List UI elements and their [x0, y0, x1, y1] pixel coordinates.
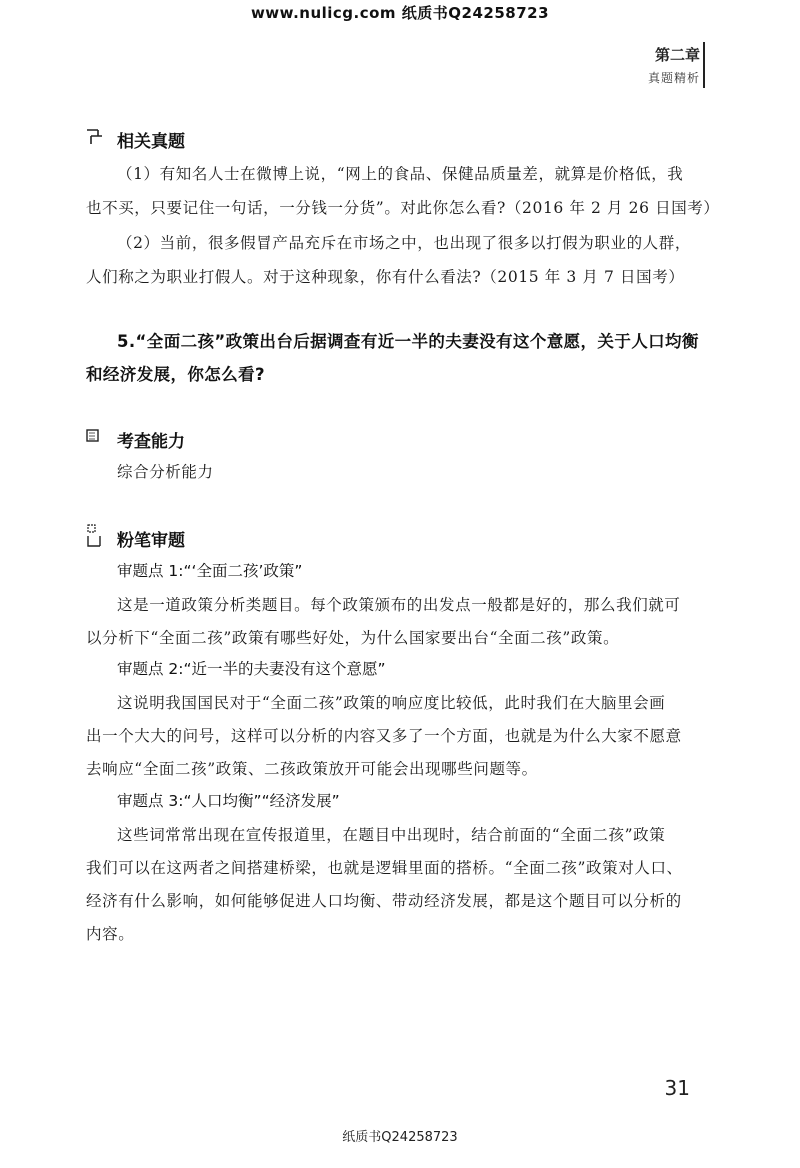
related-line-3: （2）当前，很多假冒产品充斥在市场之中，也出现了很多以打假为职业的人群， [117, 234, 691, 252]
review-p3-line-3: 经济有什么影响，如何能够促进人口均衡、带动经济发展，都是这个题目可以分析的 [86, 892, 682, 910]
review-p2-line-3: 去响应“全面二孩”政策、二孩政策放开可能会出现哪些问题等。 [86, 760, 538, 778]
review-p2-line-1: 这说明我国国民对于“全面二孩”政策的响应度比较低，此时我们在大脑里会画 [117, 694, 666, 712]
review-p1-line-2: 以分析下“全面二孩”政策有哪些好处，为什么国家要出台“全面二孩”政策。 [86, 629, 620, 647]
related-title: 相关真题 [117, 132, 185, 152]
ability-title: 考查能力 [117, 432, 185, 452]
watermark-top: www.nulicg.com 纸质书Q24258723 [250, 4, 550, 22]
review-section-icon [86, 524, 102, 548]
review-p3-line-4: 内容。 [86, 925, 135, 943]
chapter-number: 第二章 [654, 46, 700, 64]
ability-section-icon [86, 429, 100, 443]
review-point-1: 审题点 1:“‘全面二孩’政策” [117, 562, 303, 580]
chapter-divider [703, 42, 705, 88]
related-line-1: （1）有知名人士在微博上说，“网上的食品、保健品质量差，就算是价格低，我 [117, 165, 684, 183]
chapter-header [648, 44, 700, 86]
chapter-subtitle: 真题精析 [647, 71, 700, 85]
question-line-1: 5.“全面二孩”政策出台后据调查有近一半的夫妻没有这个意愿，关于人口均衡 [117, 332, 699, 351]
question-line-2: 和经济发展，你怎么看? [86, 365, 265, 384]
review-p3-line-2: 我们可以在这两者之间搭建桥梁，也就是逻辑里面的搭桥。“全面二孩”政策对人口、 [86, 859, 683, 877]
related-section-icon [86, 128, 104, 146]
review-p1-line-1: 这是一道政策分析类题目。每个政策颁布的出发点一般都是好的，那么我们就可 [117, 596, 681, 614]
page-number: 31 [664, 1076, 690, 1100]
related-line-4: 人们称之为职业打假人。对于这种现象，你有什么看法?（2015 年 3 月 7 日国考） [86, 268, 685, 286]
review-title: 粉笔审题 [117, 531, 185, 551]
review-point-3: 审题点 3:“人口均衡”“经济发展” [117, 792, 340, 810]
ability-text: 综合分析能力 [117, 463, 214, 481]
review-p3-line-1: 这些词常常出现在宣传报道里，在题目中出现时，结合前面的“全面二孩”政策 [117, 826, 666, 844]
review-point-2: 审题点 2:“近一半的夫妻没有这个意愿” [117, 660, 386, 678]
related-line-2: 也不买，只要记住一句话，一分钱一分货”。对此你怎么看?（2016 年 2 月 26 日国考） [86, 199, 720, 217]
review-p2-line-2: 出一个大大的问号，这样可以分析的内容又多了一个方面，也就是为什么大家不愿意 [86, 727, 682, 745]
watermark-bottom: 纸质书Q24258723 [342, 1130, 458, 1145]
